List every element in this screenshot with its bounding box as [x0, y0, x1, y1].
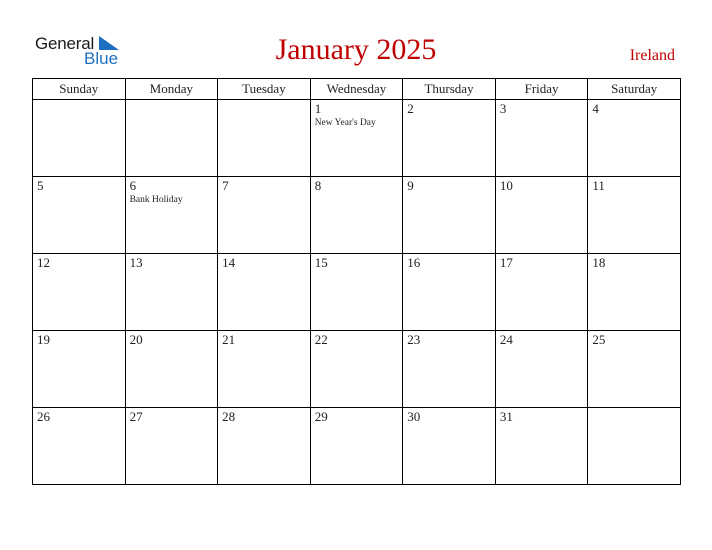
weekday-header: Friday — [495, 79, 588, 100]
day-cell — [125, 331, 218, 408]
day-number — [126, 100, 218, 101]
week-row — [33, 331, 681, 408]
day-number — [218, 100, 310, 101]
day-number: 22 — [314, 332, 328, 347]
day-cell — [33, 408, 126, 485]
weekday-header-row — [33, 79, 681, 100]
day-number: 31 — [499, 409, 513, 424]
day-cell — [310, 254, 403, 331]
logo-word-general: General — [35, 34, 95, 53]
day-cell — [310, 408, 403, 485]
day-number: 5 — [37, 178, 44, 193]
day-cell — [125, 177, 218, 254]
weekday-header: Monday — [125, 79, 218, 100]
calendar-title: January 2025 — [275, 33, 437, 66]
day-cell — [403, 100, 496, 177]
day-cell — [125, 408, 218, 485]
day-number: 23 — [407, 332, 421, 347]
day-number: 8 — [314, 178, 322, 193]
country-label: Ireland — [629, 47, 675, 64]
day-cell — [495, 177, 588, 254]
holiday-label: Bank Holiday — [129, 195, 183, 205]
day-cell — [588, 177, 681, 254]
day-cell — [403, 331, 496, 408]
weekday-header: Tuesday — [218, 79, 311, 100]
day-cell — [33, 100, 126, 177]
day-number: 29 — [314, 409, 328, 424]
day-number: 12 — [37, 255, 50, 270]
day-number: 21 — [222, 332, 236, 347]
day-cell — [33, 254, 126, 331]
day-cell — [495, 331, 588, 408]
week-row — [33, 408, 681, 485]
day-cell — [218, 331, 311, 408]
weekday-header: Thursday — [403, 79, 496, 100]
day-number: 16 — [407, 255, 421, 270]
day-number: 4 — [592, 101, 599, 116]
day-number: 10 — [499, 178, 513, 193]
day-cell — [495, 254, 588, 331]
day-cell — [588, 100, 681, 177]
day-number: 2 — [407, 101, 414, 116]
day-number: 1 — [314, 101, 322, 116]
day-number: 19 — [37, 332, 50, 347]
day-number: 20 — [129, 332, 143, 347]
day-number: 30 — [407, 409, 421, 424]
day-number: 13 — [129, 255, 143, 270]
day-number — [588, 408, 680, 409]
day-cell — [218, 408, 311, 485]
day-cell — [495, 408, 588, 485]
weekday-header: Sunday — [33, 79, 126, 100]
day-number: 26 — [37, 409, 50, 424]
day-number: 28 — [222, 409, 236, 424]
day-number: 3 — [499, 101, 507, 116]
day-cell — [33, 331, 126, 408]
day-cell — [310, 177, 403, 254]
day-cell — [310, 331, 403, 408]
day-number: 11 — [592, 178, 605, 193]
day-cell — [403, 177, 496, 254]
day-cell — [588, 254, 681, 331]
day-number: 17 — [499, 255, 513, 270]
logo-word-blue: Blue — [84, 49, 119, 68]
weekday-header: Wednesday — [310, 79, 403, 100]
day-number: 14 — [222, 255, 236, 270]
week-row — [33, 100, 681, 177]
day-cell — [588, 408, 681, 485]
day-number: 27 — [129, 409, 143, 424]
day-cell — [403, 408, 496, 485]
weekday-header: Saturday — [588, 79, 681, 100]
day-number — [33, 100, 125, 101]
day-number: 9 — [407, 178, 414, 193]
day-cell — [588, 331, 681, 408]
day-cell — [218, 100, 311, 177]
day-number: 6 — [129, 178, 137, 193]
day-cell — [310, 100, 403, 177]
day-cell — [125, 254, 218, 331]
week-row — [33, 254, 681, 331]
day-number: 24 — [499, 332, 513, 347]
day-number: 15 — [314, 255, 328, 270]
calendar-grid — [32, 78, 681, 485]
day-cell — [218, 254, 311, 331]
week-row — [33, 177, 681, 254]
day-cell — [495, 100, 588, 177]
day-cell — [125, 100, 218, 177]
day-number: 25 — [592, 332, 606, 347]
day-number: 18 — [592, 255, 606, 270]
day-cell — [403, 254, 496, 331]
holiday-label: New Year's Day — [314, 118, 376, 128]
day-cell — [33, 177, 126, 254]
day-cell — [218, 177, 311, 254]
day-number: 7 — [222, 178, 229, 193]
